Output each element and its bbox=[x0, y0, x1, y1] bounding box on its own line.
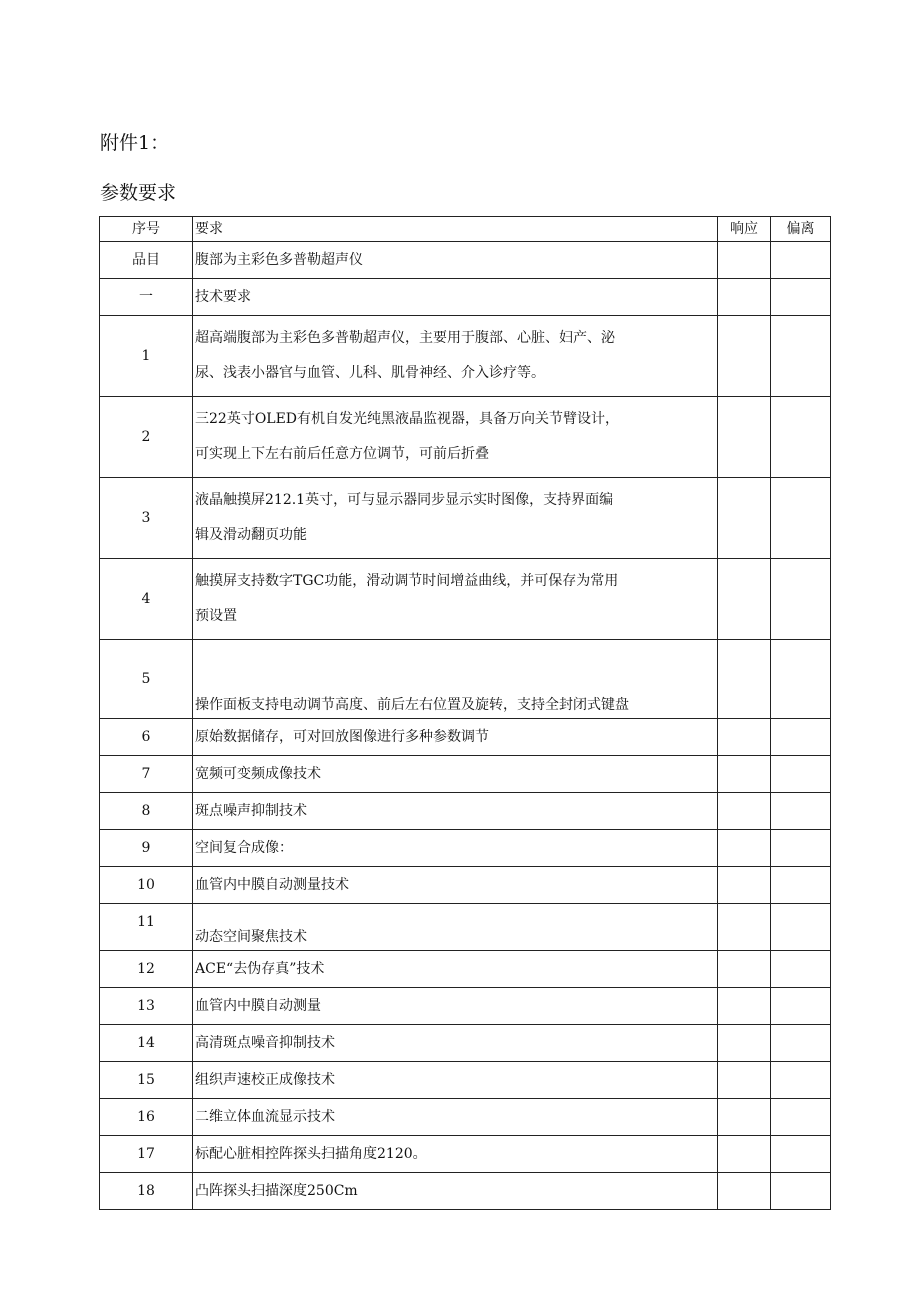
response-cell[interactable] bbox=[718, 397, 771, 478]
deviation-cell[interactable] bbox=[771, 1062, 831, 1099]
table-row bbox=[100, 719, 831, 756]
document-title: 参数要求 bbox=[100, 182, 177, 204]
row-number: 13 bbox=[100, 988, 193, 1025]
row-number: 9 bbox=[100, 830, 193, 867]
deviation-cell[interactable] bbox=[771, 867, 831, 904]
response-cell[interactable] bbox=[718, 904, 771, 951]
row-number: 一 bbox=[100, 279, 193, 316]
row-requirement: 宽频可变频成像技术 bbox=[193, 756, 718, 793]
response-cell[interactable] bbox=[718, 867, 771, 904]
table-row bbox=[100, 559, 831, 640]
table-row bbox=[100, 1062, 831, 1099]
requirements-table bbox=[99, 216, 831, 1210]
row-requirement: 原始数据储存，可对回放图像进行多种参数调节 bbox=[193, 719, 718, 756]
row-requirement bbox=[193, 478, 718, 559]
row-number: 18 bbox=[100, 1173, 193, 1210]
header-deviation: 偏离 bbox=[771, 217, 831, 242]
deviation-cell[interactable] bbox=[771, 988, 831, 1025]
row-number: 7 bbox=[100, 756, 193, 793]
row-requirement: 空间复合成像： bbox=[193, 830, 718, 867]
response-cell[interactable] bbox=[718, 1062, 771, 1099]
header-no: 序号 bbox=[100, 217, 193, 242]
row-number: 17 bbox=[100, 1136, 193, 1173]
response-cell[interactable] bbox=[718, 988, 771, 1025]
deviation-cell[interactable] bbox=[771, 793, 831, 830]
table-row bbox=[100, 988, 831, 1025]
requirement-line: 预设置 bbox=[195, 608, 237, 624]
response-cell[interactable] bbox=[718, 242, 771, 279]
row-number: 10 bbox=[100, 867, 193, 904]
table-row bbox=[100, 756, 831, 793]
table-row bbox=[100, 951, 831, 988]
row-requirement: 腹部为主彩色多普勒超声仪 bbox=[193, 242, 718, 279]
table-row bbox=[100, 279, 831, 316]
requirement-line: 尿、浅表小器官与血管、儿科、肌骨神经、介入诊疗等。 bbox=[195, 365, 545, 381]
deviation-cell[interactable] bbox=[771, 1099, 831, 1136]
row-number: 8 bbox=[100, 793, 193, 830]
row-requirement bbox=[193, 316, 718, 397]
table-row bbox=[100, 242, 831, 279]
table-row bbox=[100, 904, 831, 951]
response-cell[interactable] bbox=[718, 830, 771, 867]
row-number: 2 bbox=[100, 397, 193, 478]
response-cell[interactable] bbox=[718, 1136, 771, 1173]
requirement-line: 三22英寸OLED有机自发光纯黑液晶监视器，具备万向关节臂设计， bbox=[195, 411, 620, 428]
requirement-line: 辑及滑动翻页功能 bbox=[195, 527, 307, 543]
table-row bbox=[100, 830, 831, 867]
row-number: 15 bbox=[100, 1062, 193, 1099]
deviation-cell[interactable] bbox=[771, 316, 831, 397]
row-requirement: 组织声速校正成像技术 bbox=[193, 1062, 718, 1099]
table-row bbox=[100, 397, 831, 478]
deviation-cell[interactable] bbox=[771, 478, 831, 559]
row-requirement: 二维立体血流显示技术 bbox=[193, 1099, 718, 1136]
deviation-cell[interactable] bbox=[771, 559, 831, 640]
deviation-cell[interactable] bbox=[771, 1025, 831, 1062]
response-cell[interactable] bbox=[718, 951, 771, 988]
response-cell[interactable] bbox=[718, 478, 771, 559]
requirement-line: 可实现上下左右前后任意方位调节，可前后折叠 bbox=[195, 446, 489, 462]
row-number: 12 bbox=[100, 951, 193, 988]
row-number: 16 bbox=[100, 1099, 193, 1136]
row-requirement: 标配心脏相控阵探头扫描角度2120。 bbox=[193, 1136, 718, 1173]
row-requirement: 动态空间聚焦技术 bbox=[193, 904, 718, 951]
table-row bbox=[100, 316, 831, 397]
table-row bbox=[100, 867, 831, 904]
row-requirement bbox=[193, 397, 718, 478]
requirement-line: 液晶触摸屏212.1英寸，可与显示器同步显示实时图像，支持界面编 bbox=[195, 492, 614, 509]
row-number: 4 bbox=[100, 559, 193, 640]
attachment-label: 附件1： bbox=[100, 132, 170, 154]
requirement-line: 超高端腹部为主彩色多普勒超声仪，主要用于腹部、心脏、妇产、泌 bbox=[195, 330, 615, 347]
response-cell[interactable] bbox=[718, 1173, 771, 1210]
deviation-cell[interactable] bbox=[771, 951, 831, 988]
response-cell[interactable] bbox=[718, 719, 771, 756]
row-requirement: 操作面板支持电动调节高度、前后左右位置及旋转，支持全封闭式键盘 bbox=[193, 640, 718, 719]
row-number: 5 bbox=[100, 640, 193, 719]
deviation-cell[interactable] bbox=[771, 1136, 831, 1173]
row-number: 11 bbox=[100, 904, 193, 951]
deviation-cell[interactable] bbox=[771, 719, 831, 756]
response-cell[interactable] bbox=[718, 559, 771, 640]
row-number: 品目 bbox=[100, 242, 193, 279]
deviation-cell[interactable] bbox=[771, 756, 831, 793]
row-requirement: 高清斑点噪音抑制技术 bbox=[193, 1025, 718, 1062]
row-number: 1 bbox=[100, 316, 193, 397]
header-requirement: 要求 bbox=[193, 217, 718, 242]
row-requirement: 技术要求 bbox=[193, 279, 718, 316]
table-row bbox=[100, 793, 831, 830]
table-row bbox=[100, 640, 831, 719]
deviation-cell[interactable] bbox=[771, 640, 831, 719]
table-header-row bbox=[100, 217, 831, 242]
row-requirement: 血管内中膜自动测量技术 bbox=[193, 867, 718, 904]
row-requirement bbox=[193, 559, 718, 640]
row-number: 3 bbox=[100, 478, 193, 559]
deviation-cell[interactable] bbox=[771, 397, 831, 478]
deviation-cell[interactable] bbox=[771, 1173, 831, 1210]
deviation-cell[interactable] bbox=[771, 904, 831, 951]
row-requirement: 斑点噪声抑制技术 bbox=[193, 793, 718, 830]
response-cell[interactable] bbox=[718, 640, 771, 719]
deviation-cell[interactable] bbox=[771, 279, 831, 316]
table-row bbox=[100, 1099, 831, 1136]
header-response: 响应 bbox=[718, 217, 771, 242]
row-requirement: 凸阵探头扫描深度250Cm bbox=[193, 1173, 718, 1210]
row-requirement: 血管内中膜自动测量 bbox=[193, 988, 718, 1025]
table-row bbox=[100, 1173, 831, 1210]
row-number: 6 bbox=[100, 719, 193, 756]
table-row bbox=[100, 1025, 831, 1062]
response-cell[interactable] bbox=[718, 756, 771, 793]
response-cell[interactable] bbox=[718, 1025, 771, 1062]
deviation-cell[interactable] bbox=[771, 242, 831, 279]
requirement-line: 触摸屏支持数字TGC功能，滑动调节时间增益曲线，并可保存为常用 bbox=[195, 573, 619, 590]
response-cell[interactable] bbox=[718, 279, 771, 316]
row-number: 14 bbox=[100, 1025, 193, 1062]
response-cell[interactable] bbox=[718, 316, 771, 397]
deviation-cell[interactable] bbox=[771, 830, 831, 867]
row-requirement: ACE“去伪存真”技术 bbox=[193, 951, 718, 988]
response-cell[interactable] bbox=[718, 793, 771, 830]
table-row bbox=[100, 478, 831, 559]
table-row bbox=[100, 1136, 831, 1173]
response-cell[interactable] bbox=[718, 1099, 771, 1136]
